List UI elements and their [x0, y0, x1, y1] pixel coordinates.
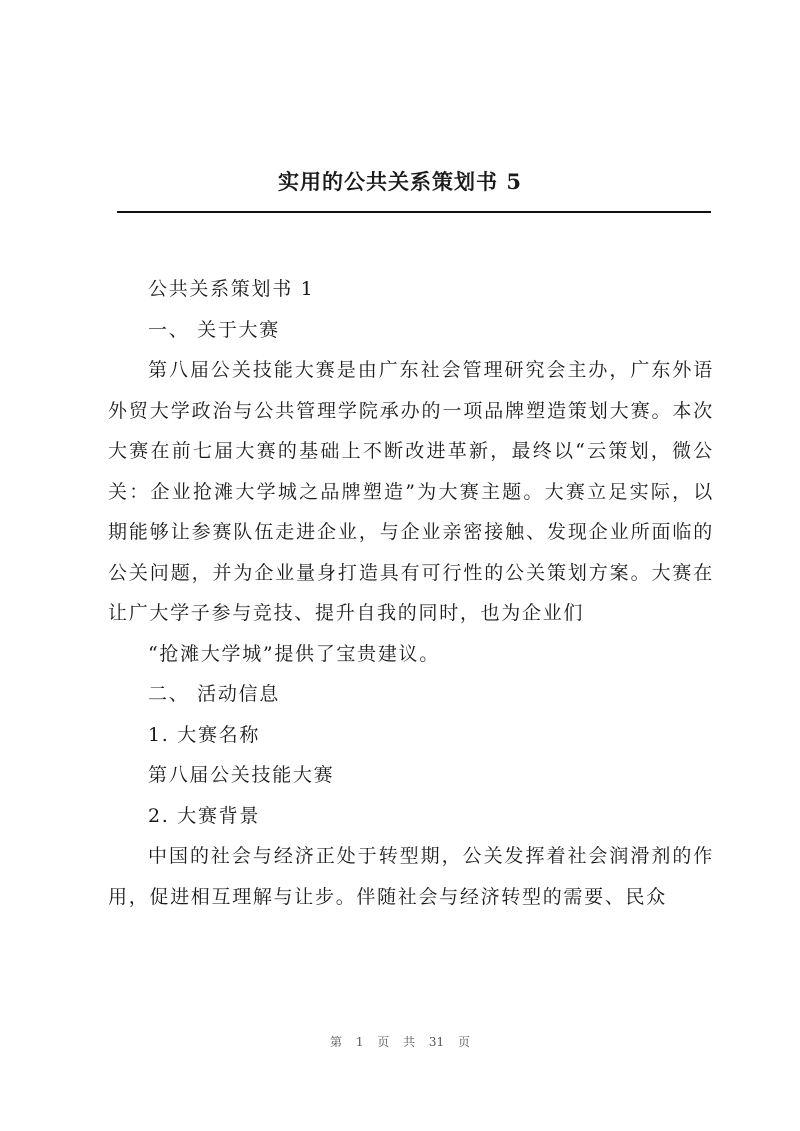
item-contest-name-value: 第八届公关技能大赛	[148, 764, 335, 786]
item-contest-background: 2. 大赛背景	[148, 804, 261, 827]
paragraph-intro-continued: “抢滩大学城”提供了宝贵建议。	[148, 642, 440, 665]
paragraph-intro: 第八届公关技能大赛是由广东社会管理研究会主办，广东外语外贸大学政治与公共管理学院承办的一项品牌塑造策划大赛。本次大赛在前七届大赛的基础上不断改进革新，最终以“云策划，微公关：企业抢滩大学城之品牌塑造”为大赛主题。大赛立足实际，以期能够让参赛队伍走进企业，与企业亲密接触、发现企业所面临的公关问题，并为企业量身打造具有可行性的公关策划方案。大赛在让广大学子参与竞技、提升自我的同时，也为企业们	[108, 359, 714, 624]
section-heading: 公共关系策划书 1	[148, 278, 315, 300]
heading-about-contest: 一、 关于大赛	[148, 318, 280, 341]
page-number-footer: 第 1 页 共 31 页	[330, 1035, 470, 1049]
heading-activity-info: 二、 活动信息	[148, 683, 280, 705]
document-title: 实用的公共关系策划书 5	[278, 169, 522, 194]
title-divider	[117, 211, 711, 213]
paragraph-background: 中国的社会与经济正处于转型期，公关发挥着社会润滑剂的作用，促进相互理解与让步。伴随社会与经济转型的需要、民众	[108, 845, 714, 908]
document-body	[108, 269, 714, 917]
item-contest-name: 1. 大赛名称	[148, 723, 261, 746]
